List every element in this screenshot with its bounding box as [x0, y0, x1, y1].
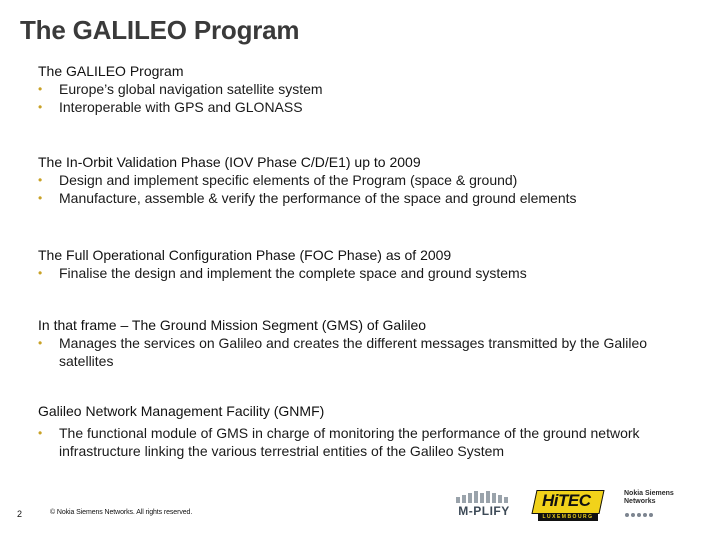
section-heading: The In-Orbit Validation Phase (IOV Phase C/D/E1) up to 2009 — [38, 154, 421, 170]
bullet-text: Design and implement specific elements of the Program (space & ground) — [59, 172, 518, 188]
section-heading: Galileo Network Management Facility (GNMF) — [38, 403, 325, 419]
bullet-item — [38, 171, 698, 189]
hitec-logo — [534, 490, 602, 522]
bullet-icon: • — [38, 100, 43, 114]
slide-title: The GALILEO Program — [20, 15, 300, 45]
section-iov-phase — [38, 153, 698, 207]
copyright-text: © Nokia Siemens Networks. All rights reserved. — [50, 509, 193, 516]
nsn-line1: Nokia Siemens — [624, 490, 674, 497]
section-foc-phase — [38, 246, 698, 282]
bullet-item — [38, 424, 698, 460]
section-heading: The Full Operational Configuration Phase (FOC Phase) as of 2009 — [38, 247, 452, 263]
bullet-icon: • — [38, 266, 43, 280]
bullet-icon: • — [38, 82, 43, 96]
bullet-icon: • — [38, 426, 43, 440]
bullet-icon: • — [38, 191, 43, 205]
bullet-text: Manufacture, assemble & verify the performance of the space and ground elements — [59, 190, 577, 206]
bullet-text: Interoperable with GPS and GLONASS — [59, 99, 303, 115]
bullet-item — [38, 334, 698, 370]
bullet-item — [38, 264, 698, 282]
page-number: 2 — [17, 509, 23, 519]
section-heading: In that frame – The Ground Mission Segment (GMS) of Galileo — [38, 317, 427, 333]
bullet-icon: • — [38, 173, 43, 187]
hitec-wordmark: HiTEC — [542, 491, 591, 510]
section-galileo-program — [38, 62, 698, 116]
nsn-line2: Networks — [624, 498, 656, 505]
bullet-item — [38, 189, 698, 207]
bullet-text: Finalise the design and implement the complete space and ground systems — [59, 265, 527, 281]
bullet-text: Europe’s global navigation satellite system — [59, 81, 323, 97]
section-gnmf — [38, 402, 698, 460]
nsn-dots-icon — [624, 511, 664, 519]
mplify-wordmark: M-PLIFY — [458, 504, 510, 518]
mplify-logo — [452, 490, 514, 520]
bullet-item — [38, 98, 698, 116]
bullet-icon: • — [38, 336, 43, 350]
section-heading: The GALILEO Program — [38, 63, 184, 79]
mplify-dots-icon — [454, 490, 512, 504]
bullet-item — [38, 80, 698, 98]
bullet-text: The functional module of GMS in charge of monitoring the performance of the ground network infrastructure linking the various terrestrial entities of the Galileo System — [59, 425, 640, 459]
hitec-subtitle: LUXEMBOURG — [538, 514, 598, 521]
nsn-logo — [624, 490, 694, 524]
section-gms — [38, 316, 698, 370]
bullet-text: Manages the services on Galileo and creates the different messages transmitted by the Galileo satellites — [59, 335, 648, 369]
